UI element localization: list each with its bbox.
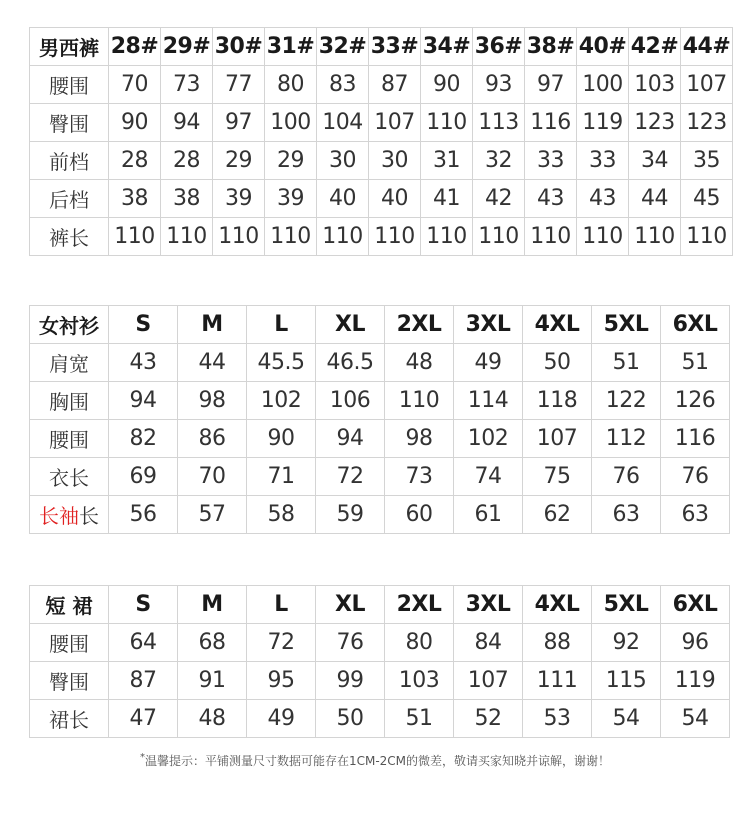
value-cell: 50 xyxy=(316,700,385,738)
value-cell: 46.5 xyxy=(316,344,385,382)
measurement-label: 裤长 xyxy=(30,218,109,256)
value-cell: 110 xyxy=(317,218,369,256)
womens-shirt-title: 女衬衫 xyxy=(30,306,109,344)
value-cell: 107 xyxy=(454,662,523,700)
skirt-header-row xyxy=(30,586,730,624)
size-header-cell: 3XL xyxy=(454,586,523,624)
value-cell: 54 xyxy=(661,700,730,738)
size-header-cell: 6XL xyxy=(661,586,730,624)
value-cell: 90 xyxy=(247,420,316,458)
value-cell: 99 xyxy=(316,662,385,700)
value-cell: 82 xyxy=(109,420,178,458)
measurement-note xyxy=(0,752,750,769)
value-cell: 106 xyxy=(316,382,385,420)
value-cell: 90 xyxy=(109,104,161,142)
value-cell: 110 xyxy=(525,218,577,256)
table-row xyxy=(30,142,733,180)
value-cell: 33 xyxy=(577,142,629,180)
value-cell: 126 xyxy=(661,382,730,420)
table-row xyxy=(30,218,733,256)
value-cell: 88 xyxy=(523,624,592,662)
value-cell: 103 xyxy=(385,662,454,700)
value-cell: 54 xyxy=(592,700,661,738)
value-cell: 53 xyxy=(523,700,592,738)
value-cell: 29 xyxy=(265,142,317,180)
value-cell: 95 xyxy=(247,662,316,700)
size-header-cell: 4XL xyxy=(523,306,592,344)
value-cell: 51 xyxy=(661,344,730,382)
value-cell: 30 xyxy=(317,142,369,180)
value-cell: 76 xyxy=(592,458,661,496)
value-cell: 87 xyxy=(109,662,178,700)
value-cell: 63 xyxy=(661,496,730,534)
value-cell: 40 xyxy=(317,180,369,218)
measurement-label: 后档 xyxy=(30,180,109,218)
value-cell: 97 xyxy=(213,104,265,142)
table-row xyxy=(30,382,730,420)
size-header-cell: 31# xyxy=(265,28,317,66)
value-cell: 35 xyxy=(681,142,733,180)
note-text: 温馨提示：平铺测量尺寸数据可能存在1CM-2CM的微差，敬请买家知晓并谅解，谢谢！ xyxy=(144,754,611,768)
value-cell: 39 xyxy=(213,180,265,218)
table-row xyxy=(30,700,730,738)
size-header-cell: 36# xyxy=(473,28,525,66)
value-cell: 122 xyxy=(592,382,661,420)
value-cell: 43 xyxy=(109,344,178,382)
size-header-cell: L xyxy=(247,586,316,624)
table-row xyxy=(30,180,733,218)
value-cell: 62 xyxy=(523,496,592,534)
value-cell: 63 xyxy=(592,496,661,534)
value-cell: 91 xyxy=(178,662,247,700)
size-header-cell: 4XL xyxy=(523,586,592,624)
measurement-label: 臀围 xyxy=(30,104,109,142)
value-cell: 45 xyxy=(681,180,733,218)
value-cell: 34 xyxy=(629,142,681,180)
value-cell: 75 xyxy=(523,458,592,496)
table-row xyxy=(30,662,730,700)
value-cell: 96 xyxy=(661,624,730,662)
size-header-cell: 28# xyxy=(109,28,161,66)
sleeve-label-rest: 长 xyxy=(79,504,99,528)
value-cell: 51 xyxy=(385,700,454,738)
value-cell: 86 xyxy=(178,420,247,458)
value-cell: 87 xyxy=(369,66,421,104)
value-cell: 110 xyxy=(421,218,473,256)
value-cell: 107 xyxy=(681,66,733,104)
value-cell: 119 xyxy=(661,662,730,700)
value-cell: 43 xyxy=(577,180,629,218)
size-header-cell: 44# xyxy=(681,28,733,66)
value-cell: 73 xyxy=(161,66,213,104)
value-cell: 52 xyxy=(454,700,523,738)
value-cell: 69 xyxy=(109,458,178,496)
value-cell: 92 xyxy=(592,624,661,662)
table-row xyxy=(30,104,733,142)
value-cell: 110 xyxy=(385,382,454,420)
womens-shirt-header-row xyxy=(30,306,730,344)
womens-shirt-size-table xyxy=(29,305,730,534)
value-cell: 72 xyxy=(247,624,316,662)
value-cell: 100 xyxy=(265,104,317,142)
value-cell: 94 xyxy=(109,382,178,420)
measurement-label: 腰围 xyxy=(30,420,109,458)
value-cell: 111 xyxy=(523,662,592,700)
value-cell: 39 xyxy=(265,180,317,218)
value-cell: 115 xyxy=(592,662,661,700)
value-cell: 110 xyxy=(473,218,525,256)
value-cell: 83 xyxy=(317,66,369,104)
size-header-cell: S xyxy=(109,586,178,624)
value-cell: 94 xyxy=(316,420,385,458)
measurement-label: 腰围 xyxy=(30,624,109,662)
value-cell: 98 xyxy=(178,382,247,420)
value-cell: 123 xyxy=(681,104,733,142)
value-cell: 33 xyxy=(525,142,577,180)
size-header-cell: XL xyxy=(316,586,385,624)
size-header-cell: 3XL xyxy=(454,306,523,344)
measurement-label: 腰围 xyxy=(30,66,109,104)
value-cell: 44 xyxy=(178,344,247,382)
value-cell: 57 xyxy=(178,496,247,534)
measurement-label: 衣长 xyxy=(30,458,109,496)
table-row xyxy=(30,66,733,104)
value-cell: 51 xyxy=(592,344,661,382)
value-cell: 48 xyxy=(385,344,454,382)
note-asterisk: * xyxy=(139,752,145,763)
value-cell: 44 xyxy=(629,180,681,218)
size-header-cell: 2XL xyxy=(385,586,454,624)
size-header-cell: M xyxy=(178,586,247,624)
value-cell: 45.5 xyxy=(247,344,316,382)
table-row xyxy=(30,344,730,382)
size-header-cell: 38# xyxy=(525,28,577,66)
measurement-label: 胸围 xyxy=(30,382,109,420)
value-cell: 30 xyxy=(369,142,421,180)
value-cell: 41 xyxy=(421,180,473,218)
value-cell: 107 xyxy=(523,420,592,458)
table-row xyxy=(30,624,730,662)
size-header-cell: 34# xyxy=(421,28,473,66)
value-cell: 110 xyxy=(681,218,733,256)
size-header-cell: 42# xyxy=(629,28,681,66)
value-cell: 110 xyxy=(629,218,681,256)
value-cell: 110 xyxy=(421,104,473,142)
value-cell: 71 xyxy=(247,458,316,496)
size-header-cell: XL xyxy=(316,306,385,344)
value-cell: 114 xyxy=(454,382,523,420)
value-cell: 38 xyxy=(161,180,213,218)
value-cell: 70 xyxy=(109,66,161,104)
value-cell: 93 xyxy=(473,66,525,104)
value-cell: 110 xyxy=(577,218,629,256)
womens-shirt-body xyxy=(30,306,730,534)
value-cell: 100 xyxy=(577,66,629,104)
value-cell: 73 xyxy=(385,458,454,496)
value-cell: 113 xyxy=(473,104,525,142)
value-cell: 61 xyxy=(454,496,523,534)
table-row xyxy=(30,496,730,534)
value-cell: 70 xyxy=(178,458,247,496)
size-header-cell: 40# xyxy=(577,28,629,66)
mens-trousers-title: 男西裤 xyxy=(30,28,109,66)
skirt-body xyxy=(30,586,730,738)
value-cell: 80 xyxy=(385,624,454,662)
value-cell: 94 xyxy=(161,104,213,142)
size-header-cell: 5XL xyxy=(592,586,661,624)
value-cell: 49 xyxy=(247,700,316,738)
value-cell: 102 xyxy=(247,382,316,420)
value-cell: 110 xyxy=(265,218,317,256)
value-cell: 76 xyxy=(316,624,385,662)
value-cell: 76 xyxy=(661,458,730,496)
value-cell: 56 xyxy=(109,496,178,534)
value-cell: 50 xyxy=(523,344,592,382)
measurement-label: 肩宽 xyxy=(30,344,109,382)
value-cell: 80 xyxy=(265,66,317,104)
value-cell: 112 xyxy=(592,420,661,458)
value-cell: 90 xyxy=(421,66,473,104)
value-cell: 116 xyxy=(661,420,730,458)
mens-trousers-body xyxy=(30,28,733,256)
size-header-cell: 32# xyxy=(317,28,369,66)
value-cell: 107 xyxy=(369,104,421,142)
value-cell: 32 xyxy=(473,142,525,180)
size-header-cell: 33# xyxy=(369,28,421,66)
table-row xyxy=(30,458,730,496)
value-cell: 28 xyxy=(161,142,213,180)
measurement-label: 裙长 xyxy=(30,700,109,738)
size-header-cell: L xyxy=(247,306,316,344)
value-cell: 74 xyxy=(454,458,523,496)
mens-trousers-header-row xyxy=(30,28,733,66)
value-cell: 110 xyxy=(369,218,421,256)
value-cell: 72 xyxy=(316,458,385,496)
mens-trousers-size-table xyxy=(29,27,733,256)
value-cell: 42 xyxy=(473,180,525,218)
value-cell: 104 xyxy=(317,104,369,142)
value-cell: 28 xyxy=(109,142,161,180)
skirt-size-table xyxy=(29,585,730,738)
size-header-cell: 5XL xyxy=(592,306,661,344)
value-cell: 102 xyxy=(454,420,523,458)
value-cell: 98 xyxy=(385,420,454,458)
value-cell: 38 xyxy=(109,180,161,218)
measurement-label: 臀围 xyxy=(30,662,109,700)
sleeve-length-label xyxy=(30,496,109,534)
value-cell: 47 xyxy=(109,700,178,738)
value-cell: 116 xyxy=(525,104,577,142)
value-cell: 64 xyxy=(109,624,178,662)
size-header-cell: M xyxy=(178,306,247,344)
size-header-cell: 29# xyxy=(161,28,213,66)
value-cell: 77 xyxy=(213,66,265,104)
value-cell: 118 xyxy=(523,382,592,420)
value-cell: 48 xyxy=(178,700,247,738)
value-cell: 123 xyxy=(629,104,681,142)
skirt-title: 短 裙 xyxy=(30,586,109,624)
value-cell: 68 xyxy=(178,624,247,662)
value-cell: 110 xyxy=(213,218,265,256)
value-cell: 84 xyxy=(454,624,523,662)
size-header-cell: 30# xyxy=(213,28,265,66)
value-cell: 43 xyxy=(525,180,577,218)
size-header-cell: S xyxy=(109,306,178,344)
size-header-cell: 2XL xyxy=(385,306,454,344)
value-cell: 97 xyxy=(525,66,577,104)
value-cell: 31 xyxy=(421,142,473,180)
value-cell: 60 xyxy=(385,496,454,534)
value-cell: 59 xyxy=(316,496,385,534)
size-header-cell: 6XL xyxy=(661,306,730,344)
value-cell: 119 xyxy=(577,104,629,142)
value-cell: 29 xyxy=(213,142,265,180)
value-cell: 40 xyxy=(369,180,421,218)
value-cell: 110 xyxy=(161,218,213,256)
measurement-label: 前档 xyxy=(30,142,109,180)
value-cell: 58 xyxy=(247,496,316,534)
value-cell: 103 xyxy=(629,66,681,104)
sleeve-label-red: 长袖 xyxy=(39,504,79,528)
value-cell: 49 xyxy=(454,344,523,382)
table-row xyxy=(30,420,730,458)
value-cell: 110 xyxy=(109,218,161,256)
